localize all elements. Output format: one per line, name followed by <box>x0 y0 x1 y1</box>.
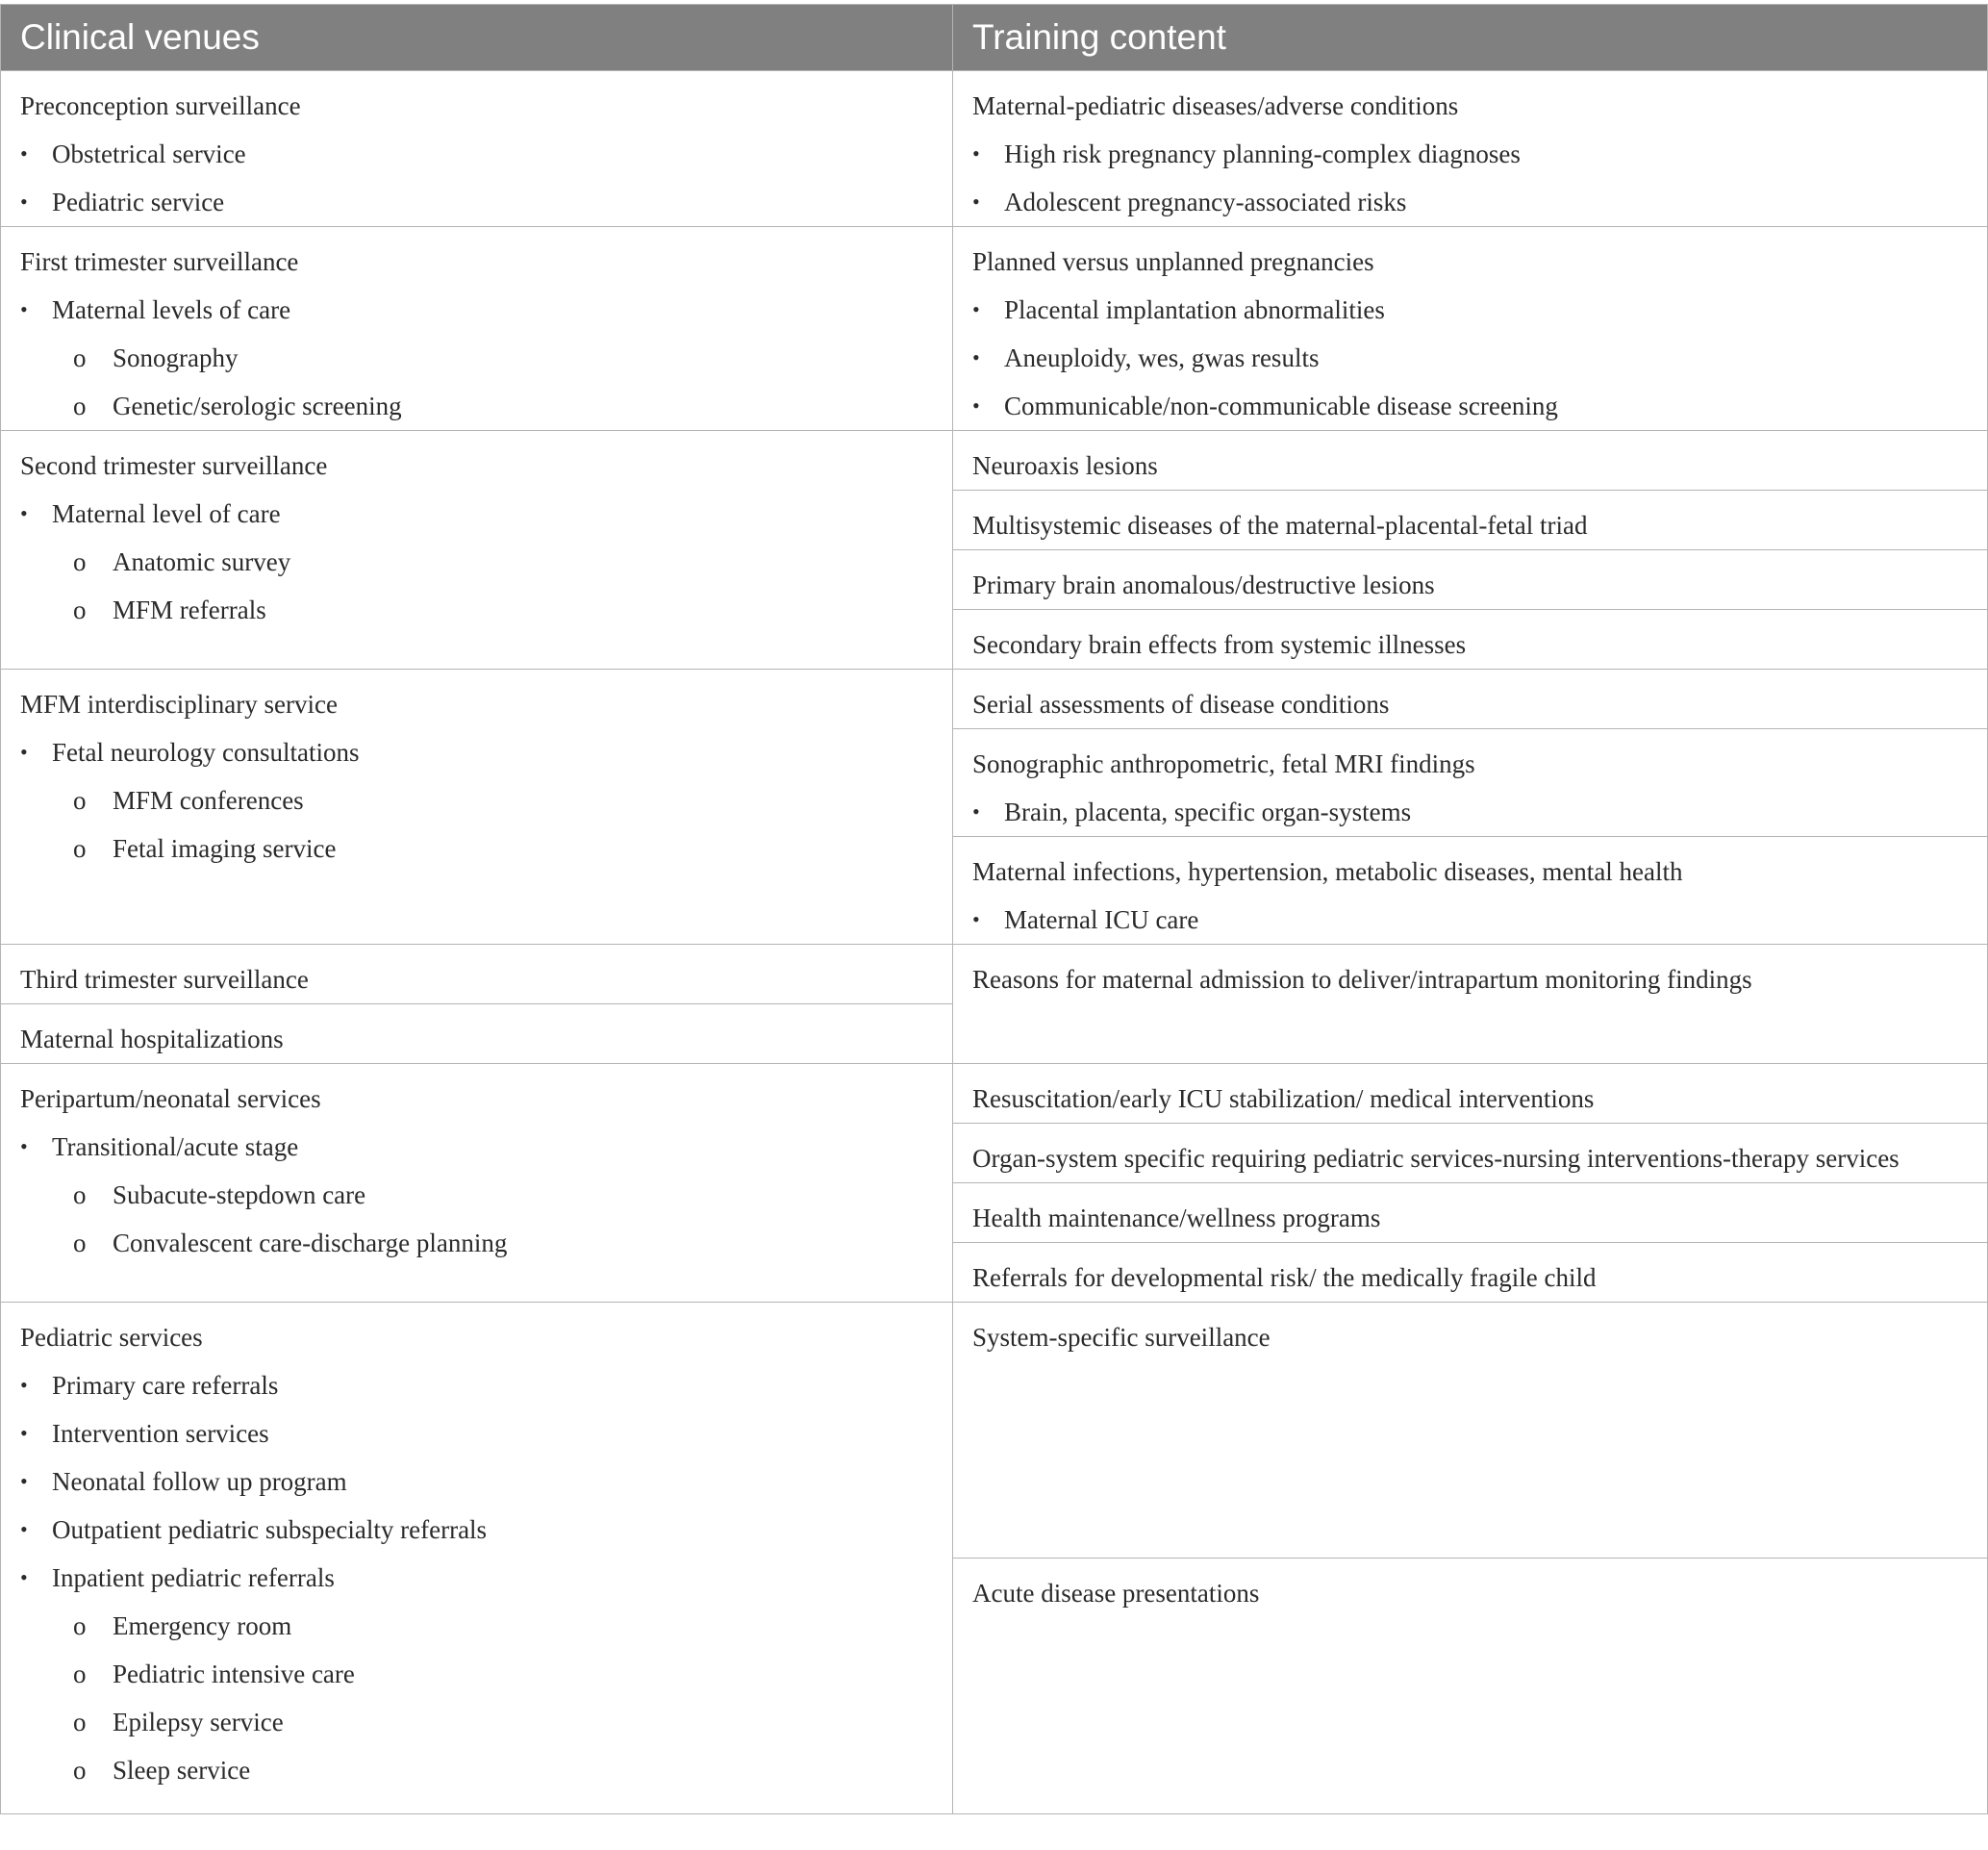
training-cell <box>953 1243 1988 1303</box>
cell-title: Reasons for maternal admission to deliver/intrapartum monitoring findings <box>972 965 1752 994</box>
cell-title: Third trimester surveillance <box>20 965 309 994</box>
training-cell <box>953 1183 1988 1243</box>
training-cell <box>953 1559 1988 1814</box>
venue-cell <box>1 945 953 1004</box>
training-cell <box>953 670 1988 729</box>
sub-bullet-item: o Subacute-stepdown care <box>20 1171 933 1219</box>
cell-title: Peripartum/neonatal services <box>20 1084 321 1113</box>
bullet-item: • Inpatient pediatric referrals <box>20 1554 933 1602</box>
venue-cell <box>1 1064 953 1303</box>
sub-bullet-item: o Anatomic survey <box>20 538 933 586</box>
header-clinical-venues: Clinical venues <box>1 5 953 71</box>
sub-bullet-item: o Genetic/serologic screening <box>20 382 933 430</box>
table-row <box>1 945 1988 1004</box>
bullet-item: • Primary care referrals <box>20 1361 933 1409</box>
header-row <box>1 5 1988 71</box>
bullet-item: • Neonatal follow up program <box>20 1457 933 1506</box>
bullet-item: • Outpatient pediatric subspecialty referrals <box>20 1506 933 1554</box>
cell-title: Acute disease presentations <box>972 1579 1260 1608</box>
training-cell <box>953 227 1988 431</box>
bullet-item: • High risk pregnancy planning-complex diagnoses <box>972 130 1968 178</box>
table-row <box>1 670 1988 729</box>
cell-title: Multisystemic diseases of the maternal-placental-fetal triad <box>972 511 1588 540</box>
cell-title: Sonographic anthropometric, fetal MRI findings <box>972 749 1475 778</box>
table-body <box>1 71 1988 1814</box>
cell-title: MFM interdisciplinary service <box>20 690 338 719</box>
sub-bullet-item: o Pediatric intensive care <box>20 1650 933 1698</box>
cell-title: Maternal infections, hypertension, metabolic diseases, mental health <box>972 857 1683 886</box>
table-row <box>1 431 1988 491</box>
cell-title: Maternal hospitalizations <box>20 1025 284 1053</box>
cell-title: Referrals for developmental risk/ the medically fragile child <box>972 1263 1597 1292</box>
cell-title: Resuscitation/early ICU stabilization/ medical interventions <box>972 1084 1595 1113</box>
training-cell <box>953 71 1988 227</box>
sub-bullet-item: o Sleep service <box>20 1746 933 1794</box>
venue-cell <box>1 227 953 431</box>
training-cell <box>953 1124 1988 1183</box>
cell-title: Secondary brain effects from systemic illnesses <box>972 630 1467 659</box>
training-cell <box>953 431 1988 491</box>
bullet-item: • Maternal levels of care <box>20 286 933 334</box>
cell-title: Pediatric services <box>20 1323 203 1352</box>
training-cell <box>953 1303 1988 1559</box>
bullet-item: • Communicable/non-communicable disease screening <box>972 382 1968 430</box>
sub-bullet-item: o Convalescent care-discharge planning <box>20 1219 933 1267</box>
sub-bullet-item: o Emergency room <box>20 1602 933 1650</box>
bullet-item: • Aneuploidy, wes, gwas results <box>972 334 1968 382</box>
bullet-item: • Maternal level of care <box>20 490 933 538</box>
cell-title: Organ-system specific requiring pediatric services-nursing interventions-therapy services <box>972 1144 1900 1173</box>
venue-cell <box>1 1303 953 1814</box>
bullet-item: • Intervention services <box>20 1409 933 1457</box>
cell-title: Second trimester surveillance <box>20 451 328 480</box>
cell-title: Health maintenance/wellness programs <box>972 1204 1381 1232</box>
venue-cell <box>1 1004 953 1064</box>
table-row <box>1 71 1988 227</box>
bullet-item: • Brain, placenta, specific organ-systems <box>972 788 1968 836</box>
header-training-content: Training content <box>953 5 1988 71</box>
venue-cell <box>1 670 953 945</box>
cell-title: Serial assessments of disease conditions <box>972 690 1390 719</box>
venue-cell <box>1 71 953 227</box>
cell-title: System-specific surveillance <box>972 1323 1271 1352</box>
table-row <box>1 1064 1988 1124</box>
bullet-item: • Placental implantation abnormalities <box>972 286 1968 334</box>
venue-cell <box>1 431 953 670</box>
bullet-item: • Fetal neurology consultations <box>20 728 933 776</box>
training-cell <box>953 837 1988 945</box>
cell-title: Neuroaxis lesions <box>972 451 1158 480</box>
cell-title: Primary brain anomalous/destructive lesions <box>972 570 1435 599</box>
cell-title: Preconception surveillance <box>20 91 301 120</box>
venues-training-table <box>0 4 1988 1814</box>
sub-bullet-item: o Sonography <box>20 334 933 382</box>
cell-title: Planned versus unplanned pregnancies <box>972 247 1374 276</box>
training-cell <box>953 610 1988 670</box>
sub-bullet-item: o MFM referrals <box>20 586 933 634</box>
training-cell <box>953 491 1988 550</box>
bullet-item: • Transitional/acute stage <box>20 1123 933 1171</box>
training-cell <box>953 1064 1988 1124</box>
bullet-item: • Obstetrical service <box>20 130 933 178</box>
bullet-item: • Adolescent pregnancy-associated risks <box>972 178 1968 226</box>
training-cell <box>953 550 1988 610</box>
table-row <box>1 1303 1988 1559</box>
sub-bullet-item: o Fetal imaging service <box>20 824 933 873</box>
bullet-item: • Pediatric service <box>20 178 933 226</box>
sub-bullet-item: o MFM conferences <box>20 776 933 824</box>
bullet-item: • Maternal ICU care <box>972 896 1968 944</box>
training-cell <box>953 945 1988 1064</box>
table-row <box>1 227 1988 431</box>
sub-bullet-item: o Epilepsy service <box>20 1698 933 1746</box>
cell-title: First trimester surveillance <box>20 247 299 276</box>
training-cell <box>953 729 1988 837</box>
cell-title: Maternal-pediatric diseases/adverse conditions <box>972 91 1459 120</box>
